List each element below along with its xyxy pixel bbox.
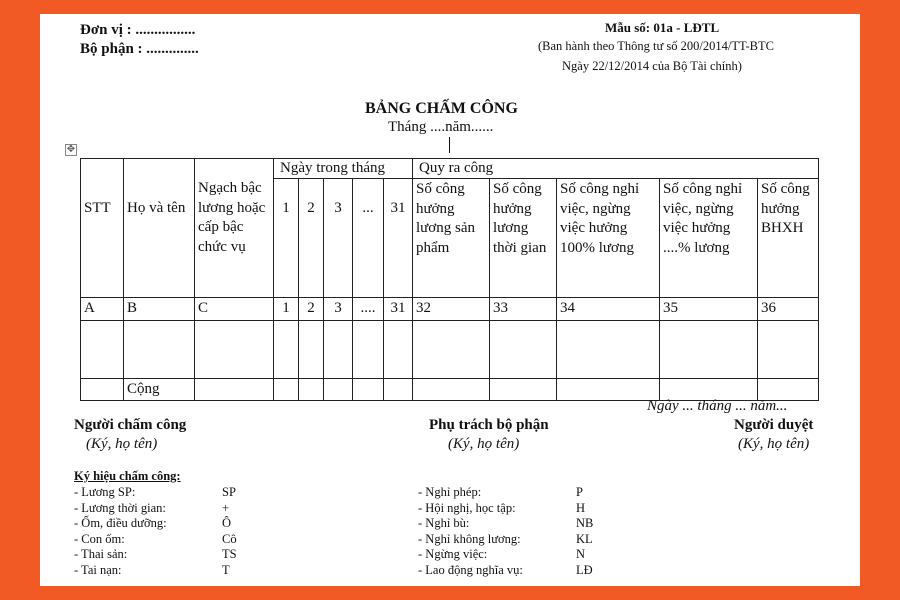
code-cell: 1 (274, 298, 299, 321)
legend-code: LĐ (576, 562, 593, 577)
legend-title: Ký hiệu chấm công: (74, 469, 181, 483)
header-days: Ngày trong tháng (274, 159, 413, 179)
timesheet-table (80, 158, 819, 401)
legend-label: - Hội nghị, học tập: (418, 500, 516, 515)
issued-line-1: (Ban hành theo Thông tư số 200/2014/TT-BTC (538, 39, 774, 53)
legend-label: - Con ốm: (74, 531, 125, 546)
col-100: Số công nghỉ việc, ngừng việc hưởng 100% lương (557, 179, 660, 298)
legend-code: Ô (222, 516, 232, 530)
legend-left (74, 485, 237, 578)
legend-item (418, 500, 586, 517)
code-cell: 35 (660, 298, 758, 321)
code-cell: .... (353, 298, 384, 321)
legend-label: - Lương thời gian: (74, 500, 166, 515)
header-quy-ra-cong: Quy ra công (413, 159, 819, 179)
legend-label: - Nghỉ phép: (418, 485, 482, 499)
col-name: Họ và tên (124, 159, 195, 298)
col-day-2: 2 (299, 179, 324, 298)
legend-label: - Ốm, điều dưỡng: (74, 516, 167, 530)
code-cell: 2 (299, 298, 324, 321)
legend-code: TS (222, 547, 237, 561)
legend-code: Cô (222, 531, 237, 546)
form-number: Mẫu số: 01a - LĐTL (605, 20, 720, 35)
legend-label: - Nghỉ bù: (418, 516, 470, 530)
signer-dept-head-note: (Ký, họ tên) (448, 436, 520, 452)
code-cell: 31 (384, 298, 413, 321)
code-cell: 36 (758, 298, 819, 321)
code-cell: 34 (557, 298, 660, 321)
col-day-31: 31 (384, 179, 413, 298)
code-cell: 3 (324, 298, 353, 321)
signer-timekeeper-note: (Ký, họ tên) (86, 436, 158, 452)
code-cell: 32 (413, 298, 490, 321)
legend-code: KL (576, 531, 593, 546)
code-cell: C (195, 298, 274, 321)
legend-item (74, 531, 237, 548)
legend-code: T (222, 562, 230, 577)
col-stt: STT (81, 159, 124, 298)
legend-item (74, 516, 232, 532)
col-sp: Số công hưởng lương sản phẩm (413, 179, 490, 298)
total-label: Cộng (124, 378, 195, 401)
legend-item (74, 500, 230, 517)
page-title: BẢNG CHẤM CÔNG (365, 100, 518, 117)
code-cell: B (124, 298, 195, 321)
legend-item (418, 516, 594, 532)
legend-code: SP (222, 485, 236, 499)
col-day-1: 1 (274, 179, 299, 298)
date-line: Ngày ... tháng ... năm... (647, 398, 788, 414)
legend-code: N (576, 547, 586, 561)
page-subtitle: Tháng ....năm...... (388, 119, 494, 135)
signer-dept-head: Phụ trách bộ phận (429, 417, 549, 433)
legend-right (418, 485, 594, 578)
col-grade: Ngạch bậc lương hoặc cấp bậc chức vụ (195, 159, 274, 298)
col-bhxh: Số công hưởng BHXH (758, 179, 819, 298)
legend-code: NB (576, 516, 594, 530)
document-page (40, 14, 860, 586)
legend-item (74, 485, 236, 501)
table-move-handle-icon[interactable]: ✥ (66, 144, 76, 155)
unit-field: Đơn vị : ................ (80, 22, 196, 38)
legend-item (74, 562, 230, 579)
legend-label: - Tai nạn: (74, 562, 122, 577)
col-percent: Số công nghỉ việc, ngừng việc hưởng ....% lương (660, 179, 758, 298)
legend-item (74, 547, 237, 563)
text-cursor (449, 137, 450, 153)
col-time: Số công hưởng lương thời gian (490, 179, 557, 298)
legend-item (418, 562, 593, 579)
legend-item (418, 547, 586, 563)
issued-line-2: Ngày 22/12/2014 của Bộ Tài chính) (562, 59, 742, 73)
legend-label: - Lương SP: (74, 485, 136, 499)
dept-field: Bộ phận : .............. (80, 41, 199, 57)
legend-label: - Lao động nghĩa vụ: (418, 562, 523, 577)
legend-code: + (222, 500, 230, 515)
col-day-ellipsis: ... (353, 179, 384, 298)
signer-approver: Người duyệt (734, 417, 814, 433)
code-cell: A (81, 298, 124, 321)
legend-code: P (576, 485, 583, 499)
legend-code: H (576, 500, 586, 515)
blank-row[interactable] (81, 320, 819, 378)
legend-label: - Ngừng việc: (418, 547, 488, 561)
col-day-3: 3 (324, 179, 353, 298)
signer-timekeeper: Người chấm công (74, 417, 187, 433)
legend-label: - Thai sản: (74, 547, 128, 561)
code-cell: 33 (490, 298, 557, 321)
legend-item (418, 531, 593, 548)
legend-label: - Nghỉ không lương: (418, 531, 521, 546)
signer-approver-note: (Ký, họ tên) (738, 436, 810, 452)
code-row (81, 298, 819, 321)
legend-item (418, 485, 583, 501)
